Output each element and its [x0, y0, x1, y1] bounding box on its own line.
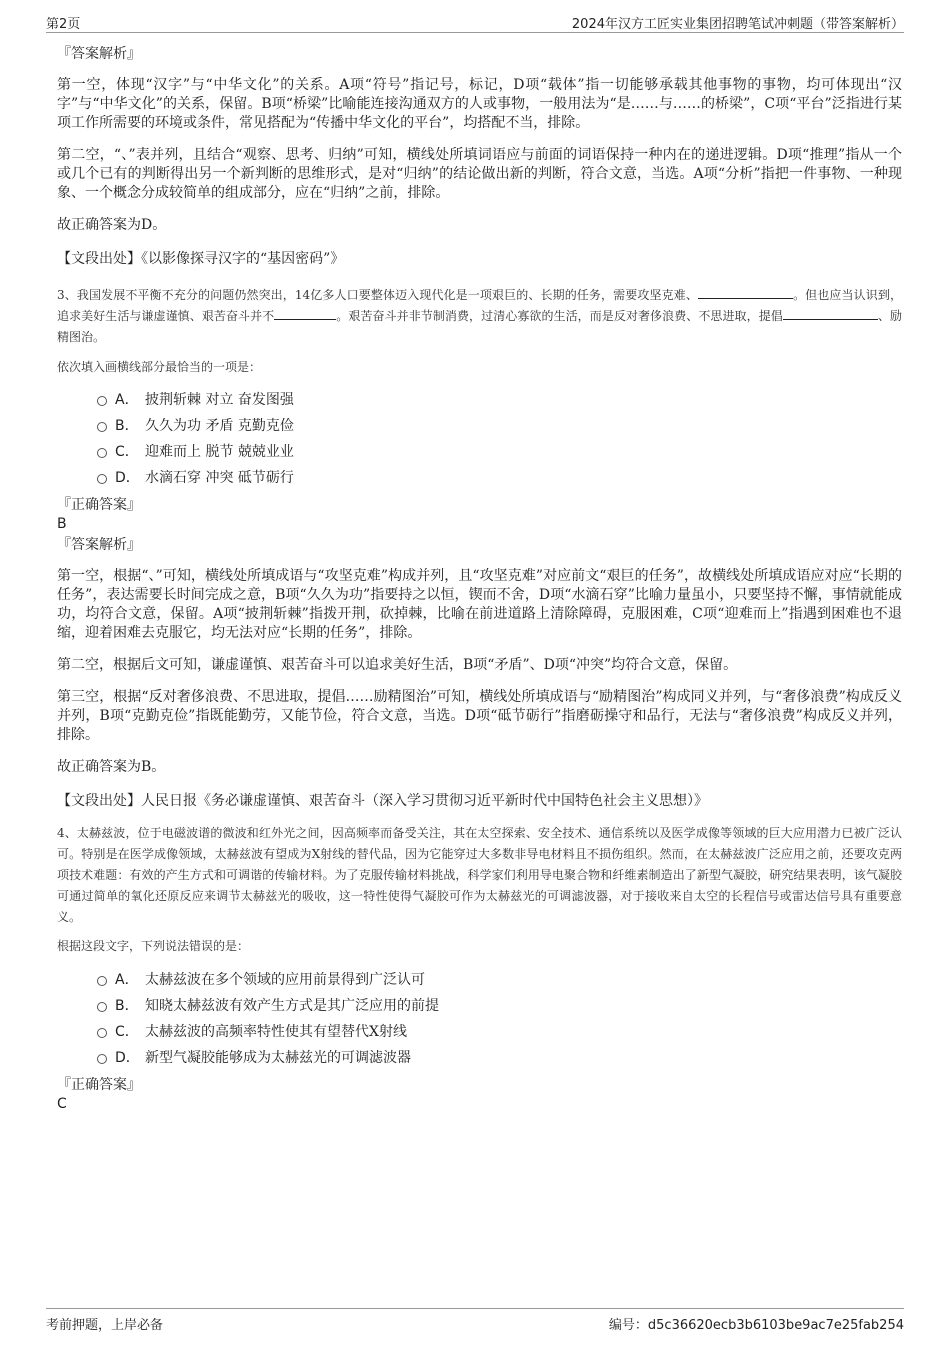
page-content	[57, 44, 902, 1113]
q4-options	[57, 967, 902, 1071]
q3-conclusion: 故正确答案为B。	[57, 759, 166, 775]
q3-blank-2	[274, 307, 336, 320]
q3-correct-tag: 『正确答案』	[57, 497, 141, 513]
q3-option-a[interactable]: A． 披荆斩棘 对立 奋发图强	[97, 387, 902, 413]
radio-icon[interactable]	[97, 422, 107, 432]
radio-icon[interactable]	[97, 1002, 107, 1012]
footer-slogan: 考前押题，上岸必备	[46, 1318, 164, 1333]
q4-option-c[interactable]: C． 太赫兹波的高频率特性使其有望替代X射线	[97, 1019, 902, 1045]
radio-icon[interactable]	[97, 448, 107, 458]
page-footer	[46, 1308, 904, 1331]
q2-analysis-p2: 第二空，“、”表并列，且结合“观察、思考、归纳”可知，横线处所填词语应与前面的词语保持一种内在的递进逻辑。D项“推理”指从一个或几个已有的判断得出另一个新判断的思维形式，是对“归纳”的结论做出新的判断，符合文意，当选。A项“分析”指把一件事物、一种现象、一个概念分成较简单的组成部分，应在“归纳”之前，排除。	[57, 147, 902, 201]
q3-option-b[interactable]: B． 久久为功 矛盾 克勤克俭	[97, 413, 902, 439]
q3-option-c[interactable]: C． 迎难而上 脱节 兢兢业业	[97, 439, 902, 465]
q4-option-d[interactable]: D． 新型气凝胶能够成为太赫兹光的可调滤波器	[97, 1045, 902, 1071]
q3-prompt: 依次填入画横线部分最恰当的一项是：	[57, 360, 262, 374]
q3-options	[57, 387, 902, 491]
q4-prompt: 根据这段文字，下列说法错误的是：	[57, 939, 250, 953]
q3-blank-3	[783, 307, 878, 320]
q2-analysis-p1: 第一空，体现“汉字”与“中华文化”的关系。A项“符号”指记号，标记，D项“载体”指一切能够承载其他事物的事物，均可体现出“汉字”与“中华文化”的关系，保留。B项“桥梁”比喻能连接沟通双方的人或事物，一般用法为“是……与……的桥梁”，C项“平台”泛指进行某项工作所需要的环境或条件，常见搭配为“传播中华文化的平台”，均搭配不当，排除。	[57, 77, 902, 131]
q3-analysis-tag: 『答案解析』	[57, 537, 141, 553]
q3-answer: B	[57, 516, 67, 532]
document-code: 编号：d5c36620ecb3b6103be9ac7e25fab254	[608, 1318, 904, 1333]
radio-icon[interactable]	[97, 976, 107, 986]
page-header	[46, 10, 904, 33]
q4-answer: C	[57, 1096, 67, 1112]
q3-analysis-p1: 第一空，根据“、”可知，横线处所填成语与“攻坚克难”构成并列，且“攻坚克难”对应前文“艰巨的任务”，故横线处所填成语应对应“长期的任务”，表达需要长时间完成之意，B项“久久为功”指要持之以恒，锲而不舍，D项“水滴石穿”比喻力量虽小，只要坚持不懈，事情就能成功，均符合文意，保留。A项“披荆斩棘”指拨开荆，砍掉棘，比喻在前进道路上清除障碍，克服困难，C项“迎难而上”指遇到困难也不退缩，迎着困难去克服它，均无法对应“长期的任务”，排除。	[57, 568, 902, 641]
q4-option-a[interactable]: A． 太赫兹波在多个领域的应用前景得到广泛认可	[97, 967, 902, 993]
q4-correct-tag: 『正确答案』	[57, 1077, 141, 1093]
q3-stem: 3、我国发展不平衡不充分的问题仍然突出，14亿多人口要整体迈入现代化是一项艰巨的、长期的任务，需要攻坚克难、 。但也应当认识到，追求美好生活与谦虚谨慎、艰苦奋斗并不 。艰苦奋斗并非节制消费，过清心寡欲的生活，而是反对奢侈浪费、不思进取，提倡 、励精图治。	[57, 288, 902, 344]
radio-icon[interactable]	[97, 1028, 107, 1038]
q2-analysis-tag: 『答案解析』	[57, 46, 141, 62]
document-title: 2024年汉方工匠实业集团招聘笔试冲刺题（带答案解析）	[571, 17, 904, 32]
q4-option-b[interactable]: B． 知晓太赫兹波有效产生方式是其广泛应用的前提	[97, 993, 902, 1019]
q2-source: 【文段出处】《以影像探寻汉字的“基因密码”》	[57, 251, 345, 267]
radio-icon[interactable]	[97, 396, 107, 406]
radio-icon[interactable]	[97, 1054, 107, 1064]
q3-option-d[interactable]: D． 水滴石穿 冲突 砥节砺行	[97, 465, 902, 491]
q4-stem: 4、太赫兹波，位于电磁波谱的微波和红外光之间，因高频率而备受关注，其在太空探索、安全技术、通信系统以及医学成像等领域的巨大应用潜力已被广泛认可。特别是在医学成像领域，太赫兹波有望成为X射线的替代品，因为它能穿过大多数非导电材料且不损伤组织。然而，在太赫兹波广泛应用之前，还要攻克两项技术难题：有效的产生方式和可调谐的传输材料。为了克服传输材料挑战，科学家们利用导电聚合物和纤维素制造出了新型气凝胶，研究结果表明，该气凝胶可通过简单的氧化还原反应来调节太赫兹光的吸收，这一特性使得气凝胶可作为太赫兹光的可调滤波器，对于接收来自太空的长程信号或雷达信号具有重要意义。	[57, 826, 902, 924]
q2-conclusion: 故正确答案为D。	[57, 217, 167, 233]
q3-blank-1	[698, 286, 793, 299]
radio-icon[interactable]	[97, 474, 107, 484]
q3-source: 【文段出处】人民日报《务必谦虚谨慎、艰苦奋斗（深入学习贯彻习近平新时代中国特色社会主义思想）》	[57, 793, 708, 809]
page-number: 第2页	[46, 17, 81, 32]
q3-analysis-p2: 第二空，根据后文可知，谦虚谨慎、艰苦奋斗可以追求美好生活，B项“矛盾”、D项“冲突”均符合文意，保留。	[57, 657, 738, 673]
q3-analysis-p3: 第三空，根据“反对奢侈浪费、不思进取，提倡……励精图治”可知，横线处所填成语与“励精图治”构成同义并列，与“奢侈浪费”构成反义并列，B项“克勤克俭”指既能勤劳，又能节俭，符合文意，当选。D项“砥节砺行”指磨砺操守和品行，无法与“奢侈浪费”构成反义并列，排除。	[57, 689, 902, 743]
